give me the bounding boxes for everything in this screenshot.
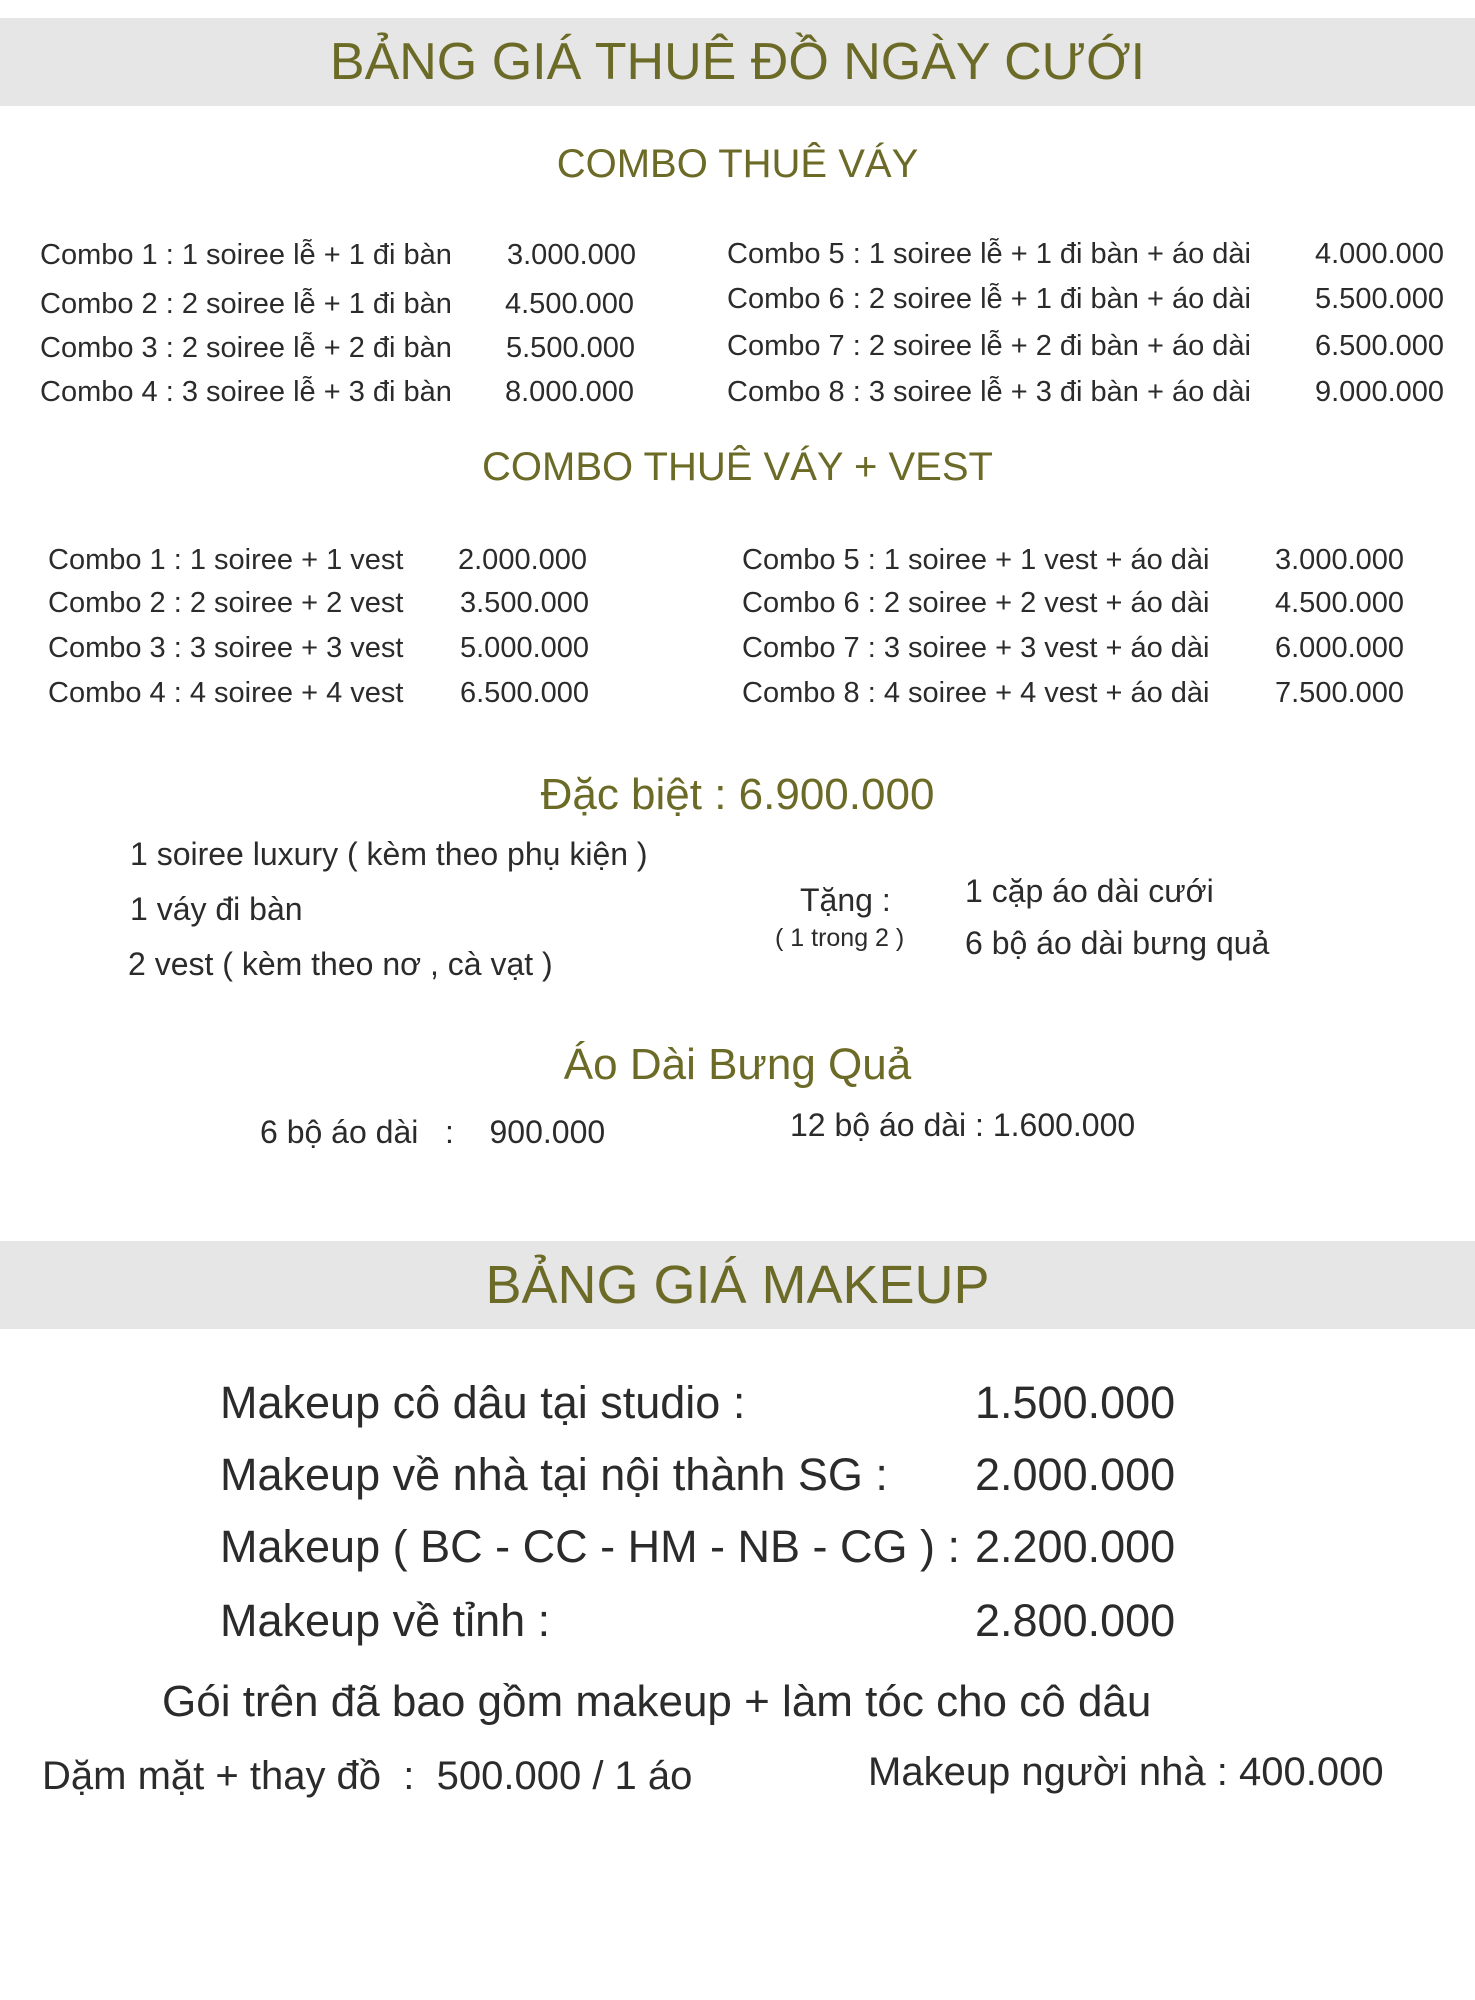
gift-label: Tặng : <box>800 882 891 918</box>
combo-label: Combo 1 : 1 soiree lễ + 1 đi bàn <box>40 239 452 271</box>
combo-price: 9.000.000 <box>1315 376 1445 408</box>
combo-label: Combo 3 : 2 soiree lễ + 2 đi bàn <box>40 332 452 364</box>
makeup-price: 2.200.000 <box>975 1521 1176 1572</box>
makeup-label: Makeup về nhà tại nội thành SG : <box>220 1449 888 1500</box>
combo-label: Combo 4 : 3 soiree lễ + 3 đi bàn <box>40 376 452 408</box>
special-item: 1 váy đi bàn <box>130 891 303 927</box>
combo-label: Combo 6 : 2 soiree lễ + 1 đi bàn + áo dài <box>727 283 1251 315</box>
makeup-row <box>220 1595 1176 1647</box>
makeup-title: BẢNG GIÁ MAKEUP <box>0 1241 1475 1329</box>
ao-dai-heading: Áo Dài Bưng Quả <box>563 1040 912 1089</box>
makeup-label: Makeup ( BC - CC - HM - NB - CG ) : <box>220 1521 961 1572</box>
makeup-row <box>220 1521 1176 1573</box>
combo-price: 2.000.000 <box>458 544 588 576</box>
combo-vest-heading: COMBO THUÊ VÁY + VEST <box>482 445 993 489</box>
special-item: 1 soiree luxury ( kèm theo phụ kiện ) <box>130 836 648 872</box>
list-item <box>40 287 635 321</box>
gift-note: ( 1 trong 2 ) <box>775 924 905 952</box>
combo-label: Combo 2 : 2 soiree lễ + 1 đi bàn <box>40 288 452 320</box>
list-item <box>48 586 590 620</box>
list-item <box>727 329 1445 363</box>
combo-price: 7.500.000 <box>1275 677 1405 709</box>
list-item <box>742 631 1405 665</box>
combo-price: 6.000.000 <box>1275 632 1405 664</box>
list-item <box>48 631 590 665</box>
list-item <box>40 238 637 272</box>
ao-dai-item-6: 6 bộ áo dài : 900.000 <box>260 1114 606 1150</box>
list-item <box>742 543 1405 577</box>
makeup-label: Makeup cô dâu tại studio : <box>220 1377 746 1428</box>
combo-price: 5.500.000 <box>1315 283 1445 315</box>
combo-price: 4.500.000 <box>1275 587 1405 619</box>
combo-label: Combo 1 : 1 soiree + 1 vest <box>48 544 404 576</box>
special-item: 2 vest ( kèm theo nơ , cà vạt ) <box>128 946 553 982</box>
combo-price: 4.000.000 <box>1315 238 1445 270</box>
combo-label: Combo 6 : 2 soiree + 2 vest + áo dài <box>742 587 1210 619</box>
combo-label: Combo 7 : 2 soiree lễ + 2 đi bàn + áo dài <box>727 330 1251 362</box>
list-item <box>727 282 1445 316</box>
combo-price: 3.000.000 <box>1275 544 1405 576</box>
list-item <box>40 331 636 365</box>
special-heading: Đặc biệt : 6.900.000 <box>540 770 935 819</box>
list-item <box>40 375 635 409</box>
combo-label: Combo 3 : 3 soiree + 3 vest <box>48 632 404 664</box>
makeup-note: Gói trên đã bao gồm makeup + làm tóc cho cô dâu <box>162 1677 1152 1726</box>
gift-item: 6 bộ áo dài bưng quả <box>965 925 1270 961</box>
combo-price: 5.000.000 <box>460 632 590 664</box>
makeup-price: 2.800.000 <box>975 1595 1176 1646</box>
combo-label: Combo 8 : 3 soiree lễ + 3 đi bàn + áo dài <box>727 376 1251 408</box>
combo-price: 3.500.000 <box>460 587 590 619</box>
combo-price: 6.500.000 <box>1315 330 1445 362</box>
combo-price: 8.000.000 <box>505 376 635 408</box>
makeup-row <box>220 1449 1176 1501</box>
list-item <box>742 586 1405 620</box>
combo-label: Combo 7 : 3 soiree + 3 vest + áo dài <box>742 632 1210 664</box>
ao-dai-item-12: 12 bộ áo dài : 1.600.000 <box>790 1107 1136 1143</box>
makeup-price: 2.000.000 <box>975 1449 1176 1500</box>
combo-vay-heading: COMBO THUÊ VÁY <box>556 142 919 186</box>
makeup-price: 1.500.000 <box>975 1377 1176 1428</box>
list-item <box>727 375 1445 409</box>
touchup-price: Dặm mặt + thay đồ : 500.000 / 1 áo <box>42 1754 693 1798</box>
combo-price: 6.500.000 <box>460 677 590 709</box>
combo-label: Combo 5 : 1 soiree + 1 vest + áo dài <box>742 544 1210 576</box>
combo-label: Combo 5 : 1 soiree lễ + 1 đi bàn + áo dài <box>727 238 1251 270</box>
combo-label: Combo 2 : 2 soiree + 2 vest <box>48 587 404 619</box>
list-item <box>727 237 1445 271</box>
combo-price: 4.500.000 <box>505 288 635 320</box>
gift-item: 1 cặp áo dài cưới <box>965 873 1214 909</box>
family-makeup-price: Makeup người nhà : 400.000 <box>868 1750 1384 1794</box>
combo-label: Combo 4 : 4 soiree + 4 vest <box>48 677 404 709</box>
list-item <box>48 676 590 710</box>
combo-label: Combo 8 : 4 soiree + 4 vest + áo dài <box>742 677 1210 709</box>
list-item <box>742 676 1405 710</box>
rental-title: BẢNG GIÁ THUÊ ĐỒ NGÀY CƯỚI <box>0 18 1475 106</box>
list-item <box>48 543 588 577</box>
combo-price: 3.000.000 <box>507 239 637 271</box>
makeup-label: Makeup về tỉnh : <box>220 1595 551 1646</box>
combo-price: 5.500.000 <box>506 332 636 364</box>
makeup-row <box>220 1377 1176 1429</box>
